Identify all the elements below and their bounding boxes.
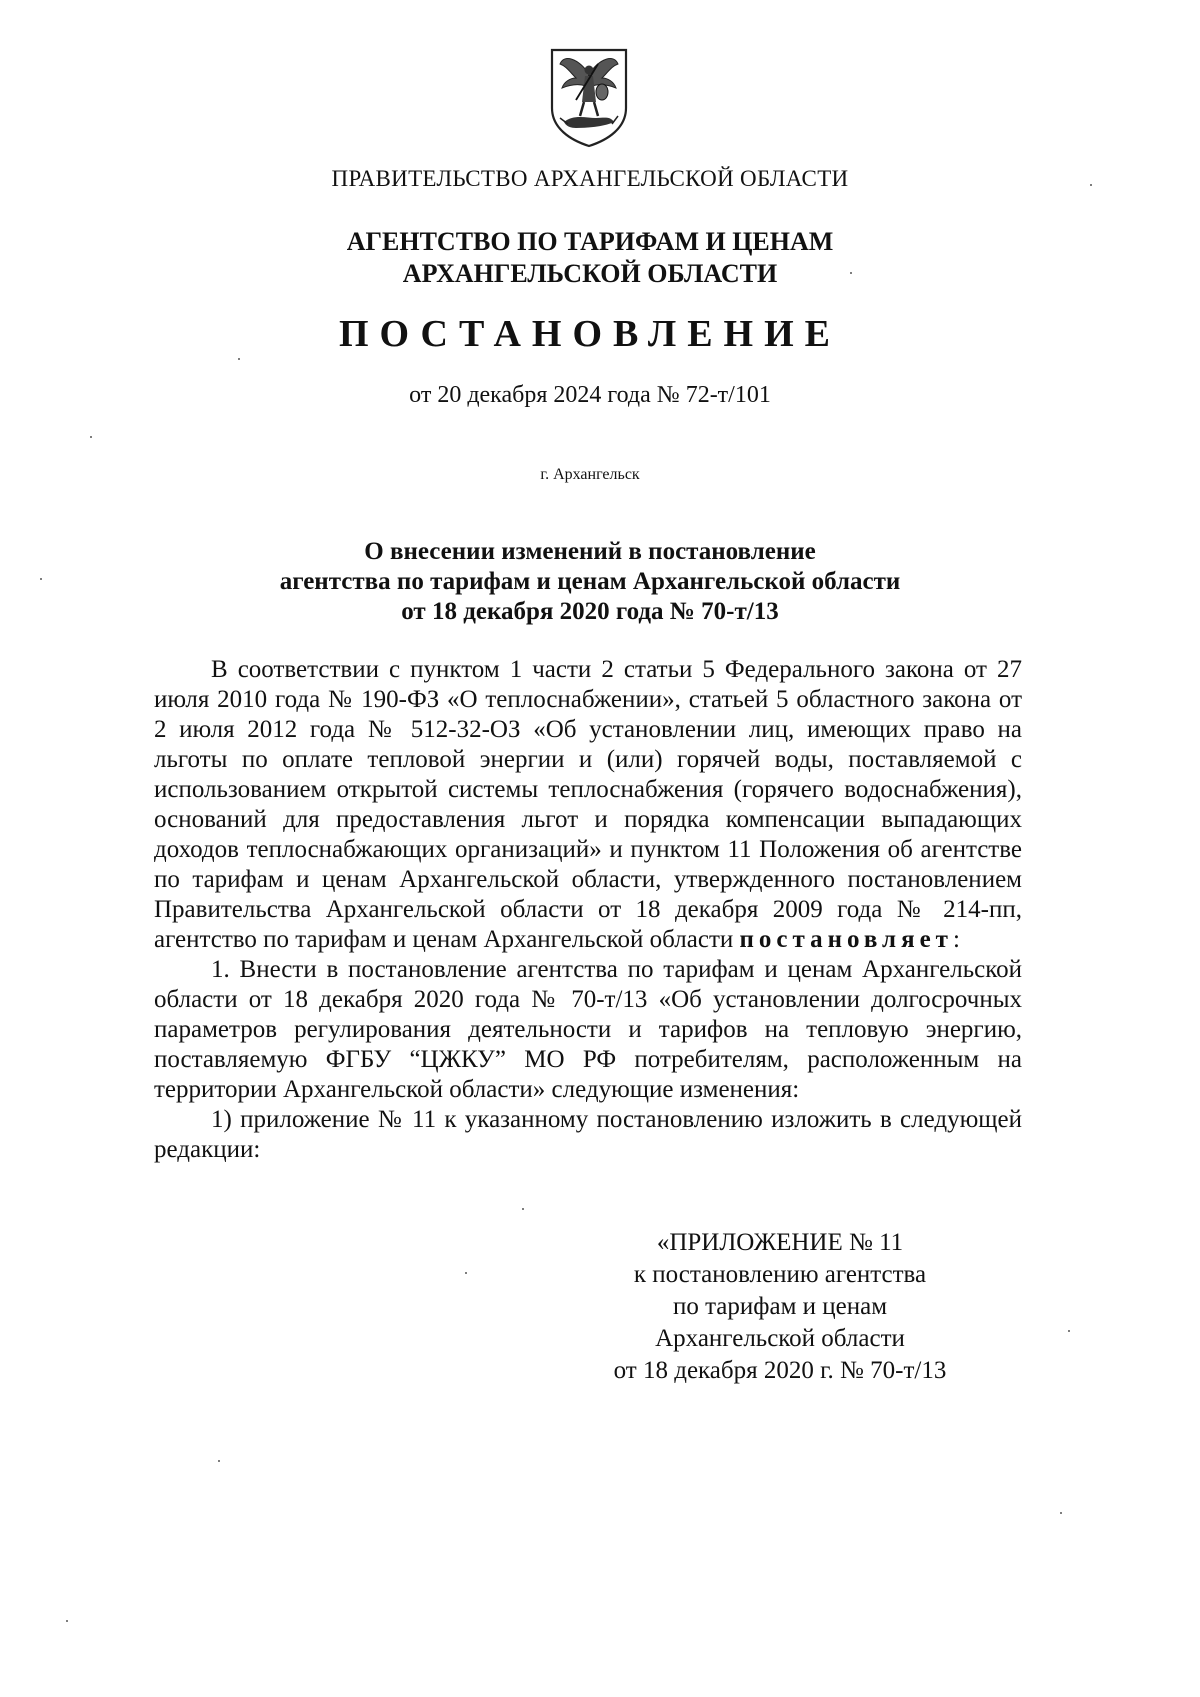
- annex-line5: от 18 декабря 2020 г. № 70-т/13: [613, 1357, 947, 1384]
- annex-line1: «ПРИЛОЖЕНИЕ № 11: [656, 1229, 904, 1256]
- scan-speck: [90, 436, 92, 438]
- subject-line1: О внесении изменений в постановление: [364, 538, 816, 565]
- scan-speck: [40, 578, 42, 580]
- government-name: ПРАВИТЕЛЬСТВО АРХАНГЕЛЬСКОЙ ОБЛАСТИ: [331, 166, 849, 191]
- scan-speck: [1060, 1512, 1062, 1514]
- subject-line3: от 18 декабря 2020 года № 70-т/13: [401, 598, 779, 625]
- preamble-text: В соответствии с пунктом 1 части 2 статьи 5 Федерального закона от 27 июля 2010 года № 190-ФЗ «О теплоснабжении», статьей 5 областного закона от 2 июля 2012 года № 512-32-ОЗ «Об установлении лиц, имеющих право на льготы по оплате тепловой энергии и (или) горячей воды, поставляемой с использованием открытой системы теплоснабжения (горячего водоснабжения), оснований для предоставления льгот и порядка компенсации выпадающих доходов теплоснабжающих организаций» и пунктом 11 Положения об агентстве по тарифам и ценам Архангельской области, утвержденного постановлением Правительства Архангельской области от 18 декабря 2009 года № 214-пп, агентство по тарифам и ценам Архангельской области: [154, 656, 1022, 953]
- scan-speck: [850, 272, 852, 274]
- scan-speck: [1090, 184, 1092, 186]
- scan-speck: [238, 358, 240, 360]
- document-type-title: ПОСТАНОВЛЕНИЕ: [338, 313, 842, 355]
- document-subject: [0, 537, 1180, 627]
- agency-name-line2: АРХАНГЕЛЬСКОЙ ОБЛАСТИ: [402, 259, 778, 288]
- scan-speck: [522, 1208, 524, 1210]
- item-1-1-paragraph: 1) приложение № 11 к указанному постановлению изложить в следующей редакции:: [154, 1106, 1022, 1163]
- decree-colon: :: [952, 926, 960, 953]
- item-1-paragraph: 1. Внести в постановление агентства по тарифам и ценам Архангельской области от 18 декабря 2020 года № 70-т/13 «Об установлении долгосрочных параметров регулирования деятельности и тарифов на тепловую энергию, поставляемую ФГБУ “ЦЖКУ” МО РФ потребителям, расположенным на территории Архангельской области» следующие изменения:: [154, 956, 1022, 1103]
- annex-line2: к постановлению агентства: [633, 1261, 927, 1288]
- annex-line4: Архангельской области: [655, 1325, 905, 1352]
- annex-line3: по тарифам и ценам: [672, 1293, 888, 1320]
- scan-speck: [1068, 1330, 1070, 1332]
- annex-header: [560, 1227, 1000, 1387]
- document-city: г. Архангельск: [540, 466, 640, 483]
- scan-speck: [465, 1272, 467, 1274]
- agency-name-line1: АГЕНТСТВО ПО ТАРИФАМ И ЦЕНАМ: [346, 227, 834, 256]
- decree-word: постановляет: [739, 926, 953, 953]
- document-date-number: от 20 декабря 2024 года № 72-т/101: [409, 382, 771, 408]
- archangel-coat-of-arms-icon: [546, 44, 632, 148]
- agency-name: [0, 226, 1180, 290]
- document-body: [154, 655, 1022, 1165]
- scan-speck: [218, 1460, 220, 1462]
- subject-line2: агентства по тарифам и ценам Архангельской области: [279, 568, 901, 595]
- scan-speck: [66, 1620, 68, 1622]
- preamble-paragraph: [154, 655, 1022, 955]
